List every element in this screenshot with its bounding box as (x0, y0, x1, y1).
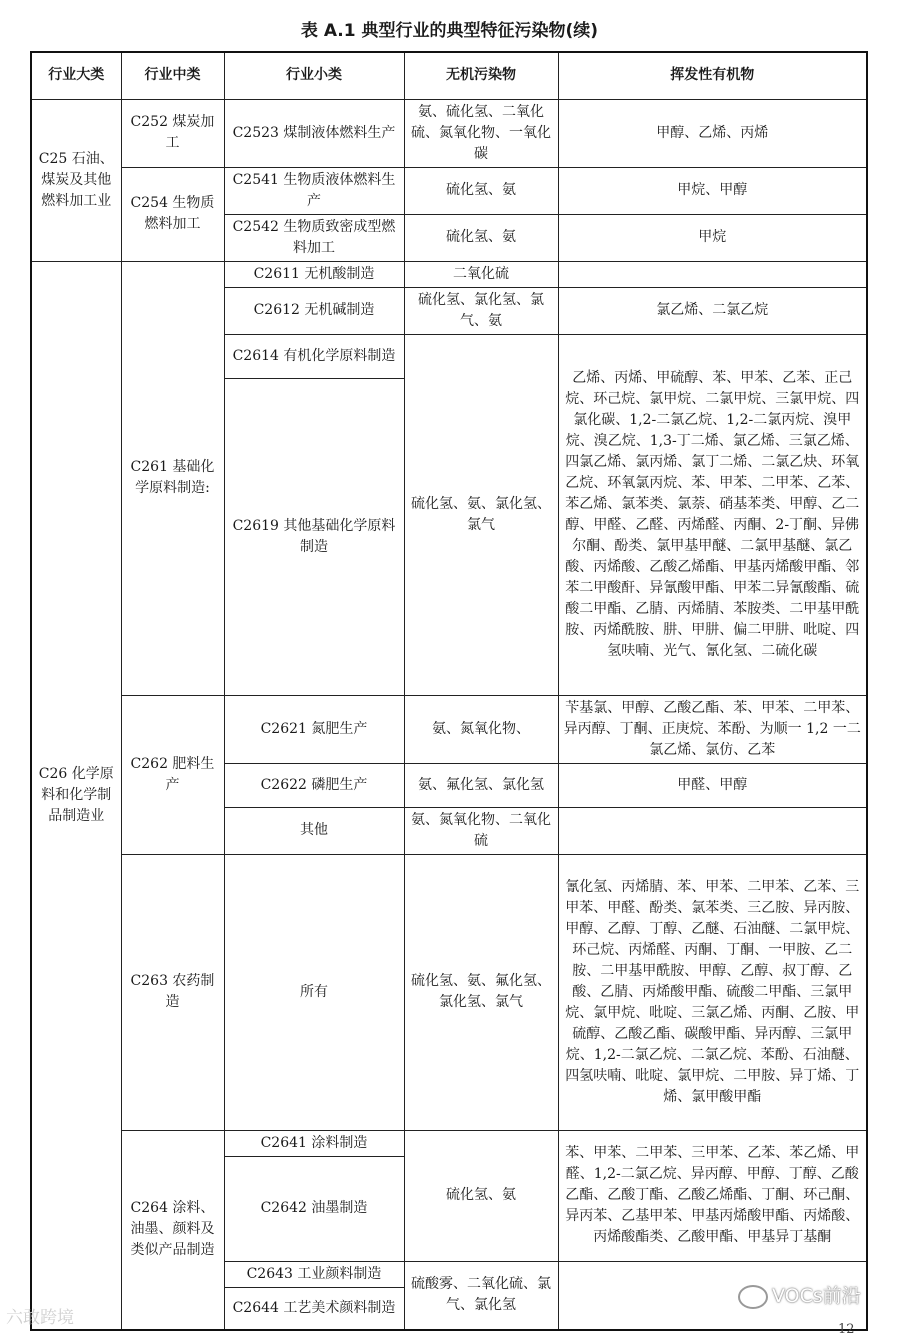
voc-c2641-c2642: 苯、甲苯、二甲苯、三甲苯、乙苯、苯乙烯、甲醛、1,2-二氯乙烷、异丙醇、甲醇、丁醇、乙酸乙酯、乙酸丁酯、乙酸乙烯酯、丁酮、环己酮、异丙苯、乙基甲苯、甲基丙烯酸甲酯、丙烯酸、丙烯酸酯类、乙酸甲酯、甲基异丁基酮 (558, 1130, 867, 1261)
minor-c2622: C2622 磷肥生产 (224, 763, 404, 807)
mid-c263: C263 农药制造 (121, 854, 224, 1130)
minor-c2641: C2641 涂料制造 (224, 1130, 404, 1156)
voc-c2523: 甲醇、乙烯、丙烯 (558, 99, 867, 167)
inorganic-c2614-c2619: 硫化氢、氨、氯化氢、氯气 (404, 334, 558, 695)
voc-c2611 (558, 261, 867, 287)
inorganic-c262-other: 氨、氮氧化物、二氧化硫 (404, 807, 558, 854)
inorganic-c2643-c2644: 硫酸雾、二氧化硫、氯气、氯化氢 (404, 1261, 558, 1330)
minor-c2612: C2612 无机碱制造 (224, 287, 404, 334)
mid-c252: C252 煤炭加工 (121, 99, 224, 167)
header-mid: 行业中类 (121, 52, 224, 99)
table-row (31, 1130, 867, 1156)
major-c26: C26 化学原料和化学制品制造业 (31, 261, 121, 1330)
inorganic-c2641-c2642: 硫化氢、氨 (404, 1130, 558, 1261)
voc-c2622: 甲醛、甲醇 (558, 763, 867, 807)
header-inorganic: 无机污染物 (404, 52, 558, 99)
page-number: 12 (838, 1322, 855, 1337)
minor-c2644: C2644 工艺美术颜料制造 (224, 1287, 404, 1330)
voc-c263: 氰化氢、丙烯腈、苯、甲苯、二甲苯、乙苯、三甲苯、甲醛、酚类、氯苯类、三乙胺、异丙胺、甲醇、乙醇、丁醇、乙醚、石油醚、二氯甲烷、环己烷、丙烯醛、丙酮、丁酮、一甲胺、乙二胺、二甲基甲酰胺、甲醇、乙醇、叔丁醇、乙酸、乙腈、丙烯酸甲酯、硫酸二甲酯、三氯甲烷、氯甲烷、吡啶、三氯乙烯、丙酮、乙胺、甲硫醇、乙酸乙酯、碳酸甲酯、异丙醇、三氯甲烷、1,2-二氯乙烷、二氯乙烷、苯酚、石油醚、四氢呋喃、吡啶、氯甲烷、二甲胺、异丁烯、丁烯、氯甲酸甲酯 (558, 854, 867, 1130)
table-row (31, 261, 867, 287)
minor-c263: 所有 (224, 854, 404, 1130)
watermark-right-label: VOCs前沿 (772, 1285, 861, 1307)
minor-c2541: C2541 生物质液体燃料生产 (224, 167, 404, 214)
voc-c2621: 苄基氯、甲醇、乙酸乙酯、苯、甲苯、二甲苯、异丙醇、丁酮、正庚烷、苯酚、为顺一 1,2 一二氯乙烯、氯仿、乙苯 (558, 695, 867, 763)
inorganic-c2542: 硫化氢、氨 (404, 214, 558, 261)
header-voc: 挥发性有机物 (558, 52, 867, 99)
pollutant-table (30, 51, 868, 1331)
inorganic-c263: 硫化氢、氨、氟化氢、氯化氢、氯气 (404, 854, 558, 1130)
table-row (31, 99, 867, 167)
voc-c2541: 甲烷、甲醇 (558, 167, 867, 214)
mid-c262: C262 肥料生产 (121, 695, 224, 854)
voc-c2612: 氯乙烯、二氯乙烷 (558, 287, 867, 334)
table-row (31, 167, 867, 214)
minor-c2523: C2523 煤制液体燃料生产 (224, 99, 404, 167)
minor-c2611: C2611 无机酸制造 (224, 261, 404, 287)
inorganic-c2621: 氨、氮氧化物、 (404, 695, 558, 763)
inorganic-c2611: 二氧化硫 (404, 261, 558, 287)
minor-c2619: C2619 其他基础化学原料制造 (224, 378, 404, 695)
inorganic-c2523: 氨、硫化氢、二氧化硫、氮氧化物、一氧化碳 (404, 99, 558, 167)
inorganic-c2622: 氨、氟化氢、氯化氢 (404, 763, 558, 807)
header-row (31, 52, 867, 99)
watermark-left: 六敢跨境 (6, 1308, 74, 1328)
minor-c2643: C2643 工业颜料制造 (224, 1261, 404, 1287)
minor-c2542: C2542 生物质致密成型燃料加工 (224, 214, 404, 261)
minor-c2642: C2642 油墨制造 (224, 1156, 404, 1261)
header-minor: 行业小类 (224, 52, 404, 99)
header-major: 行业大类 (31, 52, 121, 99)
inorganic-c2541: 硫化氢、氨 (404, 167, 558, 214)
minor-c2621: C2621 氮肥生产 (224, 695, 404, 763)
table-row (31, 695, 867, 763)
table-title: 表 A.1 典型行业的典型特征污染物(续) (300, 21, 599, 41)
voc-c262-other (558, 807, 867, 854)
inorganic-c2612: 硫化氢、氯化氢、氯气、氨 (404, 287, 558, 334)
mid-c254: C254 生物质燃料加工 (121, 167, 224, 261)
watermark-right (738, 1281, 861, 1309)
major-c25: C25 石油、煤炭及其他燃料加工业 (31, 99, 121, 261)
voc-c2614-c2619: 乙烯、丙烯、甲硫醇、苯、甲苯、乙苯、正己烷、环己烷、氯甲烷、二氯甲烷、三氯甲烷、四氯化碳、1,2-二氯乙烷、1,2-二氯丙烷、溴甲烷、溴乙烷、1,3-丁二烯、氯乙烯、三氯乙烯、四氯乙烯、氯丙烯、氯丁二烯、二氯乙炔、环氧乙烷、环氧氯丙烷、苯、甲苯、二甲苯、乙苯、苯乙烯、氯苯类、氯萘、硝基苯类、甲醇、乙二醇、甲醛、乙醛、丙烯醛、丙酮、2-丁酮、异佛尔酮、酚类、氯甲基甲醚、二氯甲基醚、氯乙酸、丙烯酸、乙酸乙烯酯、甲基丙烯酸甲酯、邻苯二甲酸酐、异氰酸甲酯、甲苯二异氰酸酯、硫酸二甲酯、乙腈、丙烯腈、苯胺类、二甲基甲酰胺、丙烯酰胺、肼、甲肼、偏二甲肼、吡啶、四氢呋喃、光气、氰化氢、二硫化碳 (558, 334, 867, 695)
minor-c2614: C2614 有机化学原料制造 (224, 334, 404, 378)
mid-c261: C261 基础化学原料制造: (121, 261, 224, 695)
table-row (31, 854, 867, 1130)
wechat-icon (738, 1285, 768, 1309)
voc-c2542: 甲烷 (558, 214, 867, 261)
mid-c264: C264 涂料、油墨、颜料及类似产品制造 (121, 1130, 224, 1330)
minor-c262-other: 其他 (224, 807, 404, 854)
